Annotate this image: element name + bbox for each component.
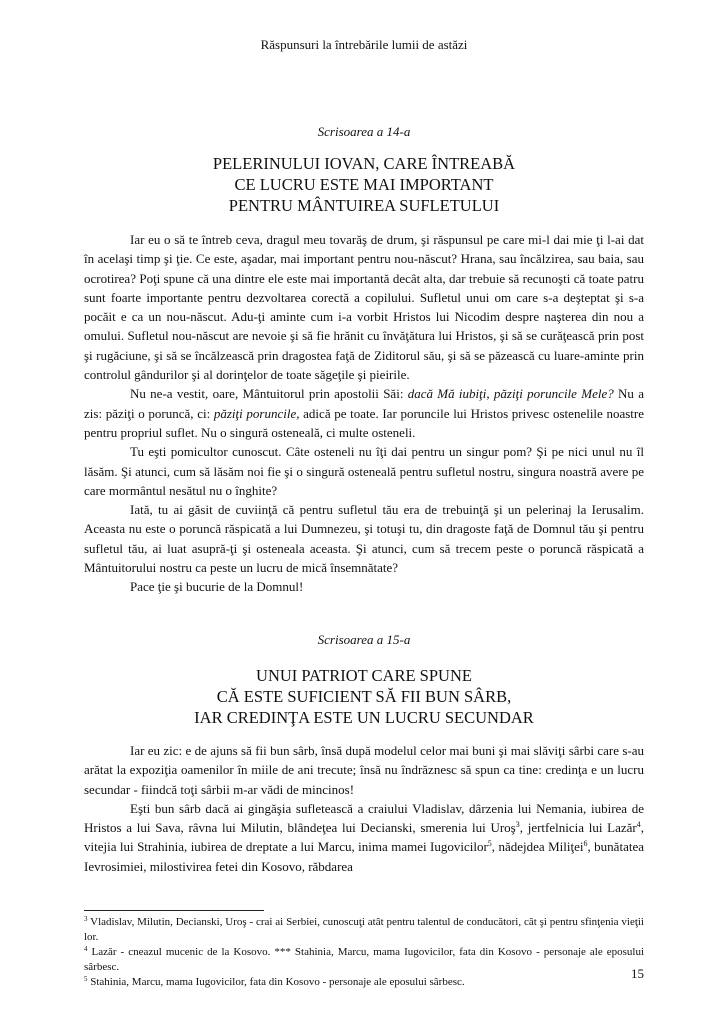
text-run: , vitejia lui Strahinia, iubirea de dreptate a lui Marcu, inima mamei Iugovicilor (84, 820, 644, 855)
footnote-text: Stahinia, Marcu, mama Iugovicilor, fata din Kosovo - personaje ale eposului sârbesc. (87, 976, 465, 988)
footnote-4 (84, 945, 644, 975)
letter-15-title-line-2: CĂ ESTE SUFICIENT SĂ FII BUN SÂRB, (216, 687, 512, 706)
text-run: adică pe toate. Iar poruncile lui Hristos privesc ostenelile noastre pentru propriul suflet. Nu o singură osteneală, ci multe osteneli. (84, 405, 645, 440)
letter-14-body (84, 230, 644, 597)
letter-15-title-line-3: IAR CREDINŢA ESTE UN LUCRU SECUNDAR (194, 708, 534, 727)
letter-15-title-line-1: UNUI PATRIOT CARE SPUNE (256, 666, 472, 685)
footnote-ref[interactable]: 4 (636, 820, 641, 830)
footnote-number: 3 (84, 915, 88, 923)
footnote-ref[interactable]: 3 (515, 820, 520, 830)
footnote-3 (84, 915, 644, 945)
scripture-quote: păziţi poruncile, (213, 405, 300, 421)
footnote-5 (84, 975, 644, 990)
text-run: Nu ne-a vestit, oare, Mântuitorul prin apostolii Săi: (130, 386, 408, 402)
letter-14-paragraph-2 (84, 384, 644, 442)
letter-14-paragraph-4: Iată, tu ai găsit de cuviinţă că pentru sufletul tău era de trebuinţă şi un pelerinaj la Ierusalim. Aceasta nu este o poruncă răspicată a lui Dumnezeu, şi totuşi tu, din dragoste faţă de Domnul tău şi pentru sufletul tău, ai luat asupră-ţi şi osteneala aceasta. Şi atunci, cum să trecem peste o poruncă răspicată a Mântuitorului nostru ca peste un lucru de mică însemnătate? (84, 502, 644, 576)
footnote-divider (84, 910, 264, 911)
letter-14-title-line-1: PELERINULUI IOVAN, CARE ÎNTREABĂ (212, 154, 516, 173)
text-run: Nu a zis: păziţi o poruncă, ci: (84, 386, 644, 421)
letter-14-paragraph-1: Iar eu o să te întreb ceva, dragul meu tovarăş de drum, şi răspunsul pe care mi-l dai mie ţi l-ai dat în acelaşi timp şi ţie. Ce este, aşadar, mai important pentru nou-născut? Hrana, sau încălzirea, sau baia, sau ocrotirea? Poţi spune că una dintre ele este mai importantă decât alta, dar trebuie să recunoşti că toate patru sunt foarte importante pentru dezvoltarea corectă a copilului. Sufletul unui om care s-a deşteptat şi s-a pocăit e ca un nou-născut. Adu-ţi aminte cum i-a vorbit Hristos lui Nicodim despre naşterea din nou a omului. Sufletul nou-născut are nevoie şi să fie hrănit cu învăţătura lui Hristos, şi să se curăţească prin post şi rugăciune, şi să se încălzească prin dragostea faţă de Ziditorul său, şi să se păzească cu luare-aminte prin controlul gândurilor şi al dorinţelor de toate săgeţile şi pieirile. (84, 232, 644, 383)
letter-15-body (84, 741, 644, 876)
footnote-text: Vladislav, Milutin, Decianski, Uroş - crai ai Serbiei, cunoscuţi atât pentru talentul de conducători, cât şi pentru sfinţenia vieţii lor. (84, 916, 644, 943)
footnote-ref[interactable]: 5 (487, 839, 492, 849)
letter-15-paragraph-2 (84, 799, 644, 876)
letter-14-heading: Scrisoarea a 14-a (317, 124, 411, 139)
letter-14-title (0, 153, 728, 216)
text-run: , nădejdea Miliţei (491, 839, 584, 855)
letter-15-paragraph-1: Iar eu zic: e de ajuns să fii bun sârb, însă după modelul celor mai buni şi mai slăviţi sârbi care s-au arătat la expoziţia oamenilor în miile de ani trecute; însă nu îndrăznesc să spun ca tine: credinţa e un lucru secundar - fiindcă toţi sârbii m-ar vădi de mincinos! (84, 743, 644, 797)
footnote-ref[interactable]: 6 (583, 839, 588, 849)
footnote-text: Lazăr - cneazul mucenic de la Kosovo. *** Stahinia, Marcu, mama Iugovicilor, fata din Kosovo - personaje ale eposului sârbesc. (84, 946, 644, 973)
letter-14-paragraph-3: Tu eşti pomicultor cunoscut. Câte osteneli nu îţi dai pentru un singur pom? Şi pe nici unul nu îl lăsăm. Şi atunci, cum să lăsăm noi fie şi o singură osteneală pentru sufletul nostru, singura noastră avere pe care mormântul nesătul nu o înghite? (84, 444, 644, 498)
letter-15-heading: Scrisoarea a 15-a (317, 632, 411, 647)
footnote-number: 5 (84, 975, 88, 983)
text-run: Eşti bun sârb dacă ai gingăşia sufletească a craiului Vladislav, dârzenia lui Nemania, iubirea de Hristos a lui Sava, râvna lui Milutin, blândeţea lui Decianski, smerenia lui Uroş (84, 800, 644, 836)
footnote-number: 4 (84, 945, 88, 953)
text-run: , jertfelnicia lui Lazăr (519, 820, 637, 836)
footnotes (84, 915, 644, 990)
text-run: , bunătatea Ievrosimiei, milostivirea fetei din Kosovo, răbdarea (84, 839, 644, 874)
letter-14-paragraph-5: Pace ţie şi bucurie de la Domnul! (130, 579, 304, 595)
letter-15-title (0, 665, 728, 728)
scripture-quote: dacă Mă iubiţi, păziţi poruncile Mele? (407, 386, 614, 402)
letter-14-title-line-2: CE LUCRU ESTE MAI IMPORTANT (234, 175, 494, 194)
page-number: 15 (631, 966, 644, 981)
running-header: Răspunsuri la întrebările lumii de astăzi (260, 37, 468, 52)
letter-14-title-line-3: PENTRU MÂNTUIREA SUFLETULUI (228, 196, 500, 215)
